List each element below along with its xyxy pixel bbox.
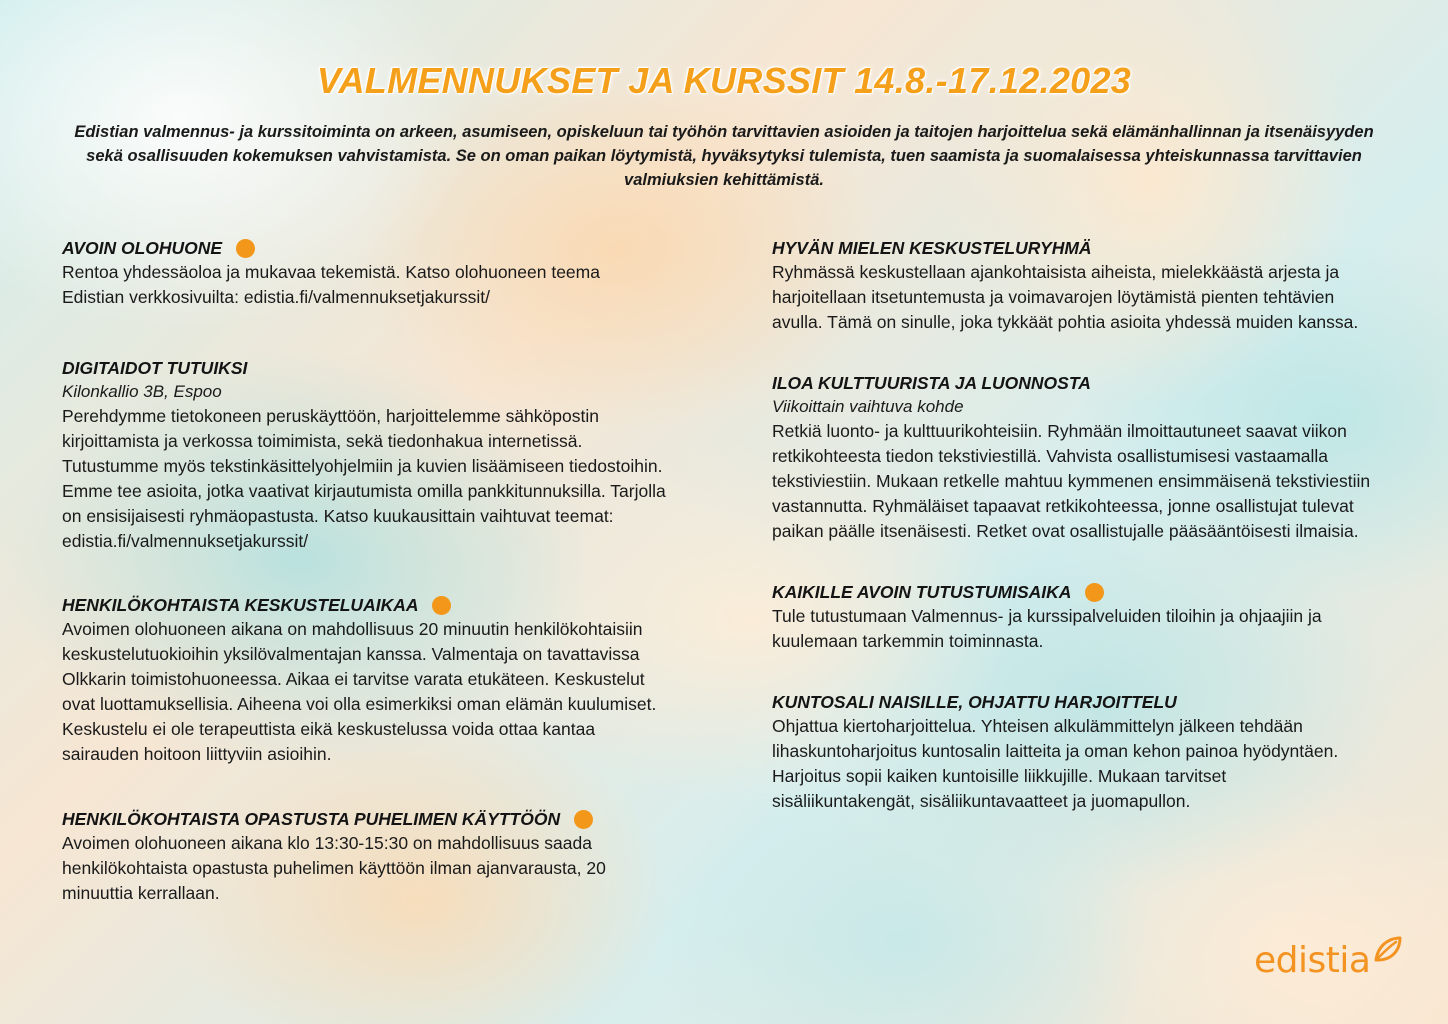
section-body: Ohjattua kiertoharjoittelua. Yhteisen alkulämmittelyn jälkeen tehdään lihaskuntoharjoitus kuntosalin laitteita ja oman kehon painoa hyödyntäen. Harjoitus sopii kaiken kuntoisille liikkujille. Mukaan tarvitset sisäliikuntakengät, sisäliikuntavaatteet ja juomapullon.: [772, 716, 1339, 811]
section-body: Avoimen olohuoneen aikana on mahdollisuus 20 minuutin henkilökohtaisiin keskustelutuokioihin yksilövalmentajan kanssa. Valmentaja on tavattavissa Olkkarin toimistohuoneessa. Aikaa ei tarvitse varata etukäteen. Keskustelut ovat luottamuksellisia. Aiheena voi olla esimerkiksi oman elämän kuulumiset. Keskustelu ei ole terapeuttista eikä keskustelussa voida ottaa kantaa sairauden hoitoon liittyviin asioihin.: [62, 619, 657, 764]
section-title: ILOA KULTTUURISTA JA LUONNOSTA: [772, 373, 1091, 393]
section-tutustumisaika: [772, 580, 1412, 654]
section-title: KUNTOSALI NAISILLE, OHJATTU HARJOITTELU: [772, 692, 1177, 712]
section-title: AVOIN OLOHUONE: [62, 238, 223, 258]
section-body: Avoimen olohuoneen aikana klo 13:30-15:30 on mahdollisuus saada henkilökohtaista opastusta puhelimen käyttöön ilman ajanvarausta, 20 minuuttia kerrallaan.: [62, 833, 606, 903]
right-column: [772, 236, 1412, 814]
section-location: Kilonkallio 3B, Espoo: [62, 382, 222, 401]
dot-icon: [432, 596, 451, 615]
section-body: Ryhmässä keskustellaan ajankohtaisista aiheista, mielekkäästä arjesta ja harjoitellaan itsetuntemusta ja voimavarojen löytämistä pienten tehtävien avulla. Tämä on sinulle, joka tykkäät pohtia asioita yhdessä muiden kanssa.: [772, 262, 1359, 332]
dot-icon: [574, 810, 593, 829]
section-title: DIGITAIDOT TUTUIKSI: [62, 358, 248, 378]
section-digitaidot: [62, 356, 702, 554]
leaf-icon: [1372, 934, 1404, 964]
section-title: HENKILÖKOHTAISTA KESKUSTELUAIKAA: [62, 595, 419, 615]
section-kuntosali: [772, 690, 1412, 814]
left-column: [62, 236, 702, 906]
section-avoin-olohuone: [62, 236, 702, 310]
section-title: HENKILÖKOHTAISTA OPASTUSTA PUHELIMEN KÄYTTÖÖN: [62, 809, 561, 829]
edistia-logo: edistia: [1254, 940, 1371, 981]
page-title: VALMENNUKSET JA KURSSIT 14.8.-17.12.2023: [316, 60, 1132, 101]
section-hyvan-mielen: [772, 236, 1412, 335]
section-henkilokohtaista-keskusteluaikaa: [62, 593, 702, 767]
section-body: Perehdymme tietokoneen peruskäyttöön, harjoittelemme sähköpostin kirjoittamista ja verkossa toimimista, sekä tiedonhakua internetissä. Tutustumme myös tekstinkäsittelyohjelmiin ja kuvien lisäämiseen tiedostoihin. Emme tee asioita, jotka vaativat kirjautumista omilla pankkitunnuksilla. Tarjolla on ensisijaisesti ryhmäopastusta. Katso kuukausittain vaihtuvat teemat: edistia.fi/valmennuksetjakurssit/: [62, 406, 666, 551]
section-body: Retkiä luonto- ja kulttuurikohteisiin. Ryhmään ilmoittautuneet saavat viikon retkikohteesta tiedon tekstiviestillä. Vahvista osallistumisesi vastaamalla tekstiviestiin. Mukaan retkelle mahtuu kymmenen ensimmäisenä tekstiviestiin vastannutta. Ryhmäläiset tapaavat retkikohteessa, jonne osallistujat tulevat paikan päälle itsenäisesti. Retket ovat osallistujalle pääsääntöisesti ilmaisia.: [772, 421, 1371, 541]
section-location: Viikoittain vaihtuva kohde: [772, 397, 964, 416]
section-title: KAIKILLE AVOIN TUTUSTUMISAIKA: [772, 582, 1072, 602]
section-body: Rentoa yhdessäoloa ja mukavaa tekemistä. Katso olohuoneen teema Edistian verkkosivuilta: edistia.fi/valmennuksetjakurssit/: [62, 262, 600, 307]
dot-icon: [236, 239, 255, 258]
section-body: Tule tutustumaan Valmennus- ja kurssipalveluiden tiloihin ja ohjaajiin ja kuulemaan tarkemmin toiminnasta.: [772, 606, 1322, 651]
section-title: HYVÄN MIELEN KESKUSTELURYHMÄ: [772, 238, 1092, 258]
section-iloa-kulttuurista: [772, 371, 1412, 544]
section-puhelimen-kaytto: [62, 807, 702, 906]
intro-text: Edistian valmennus- ja kurssitoiminta on arkeen, asumiseen, opiskeluun tai työhön tarvittavien asioiden ja taitojen harjoittelua sekä elämänhallinnan ja itsenäisyyden sekä osallisuuden kokemuksen vahvistamista. Se on oman paikan löytymistä, hyväksytyksi tulemista, tuen saamista ja suomalaisessa yhteiskunnassa tarvittavien valmiuksien kehittämistä.: [74, 123, 1374, 189]
dot-icon: [1085, 583, 1104, 602]
